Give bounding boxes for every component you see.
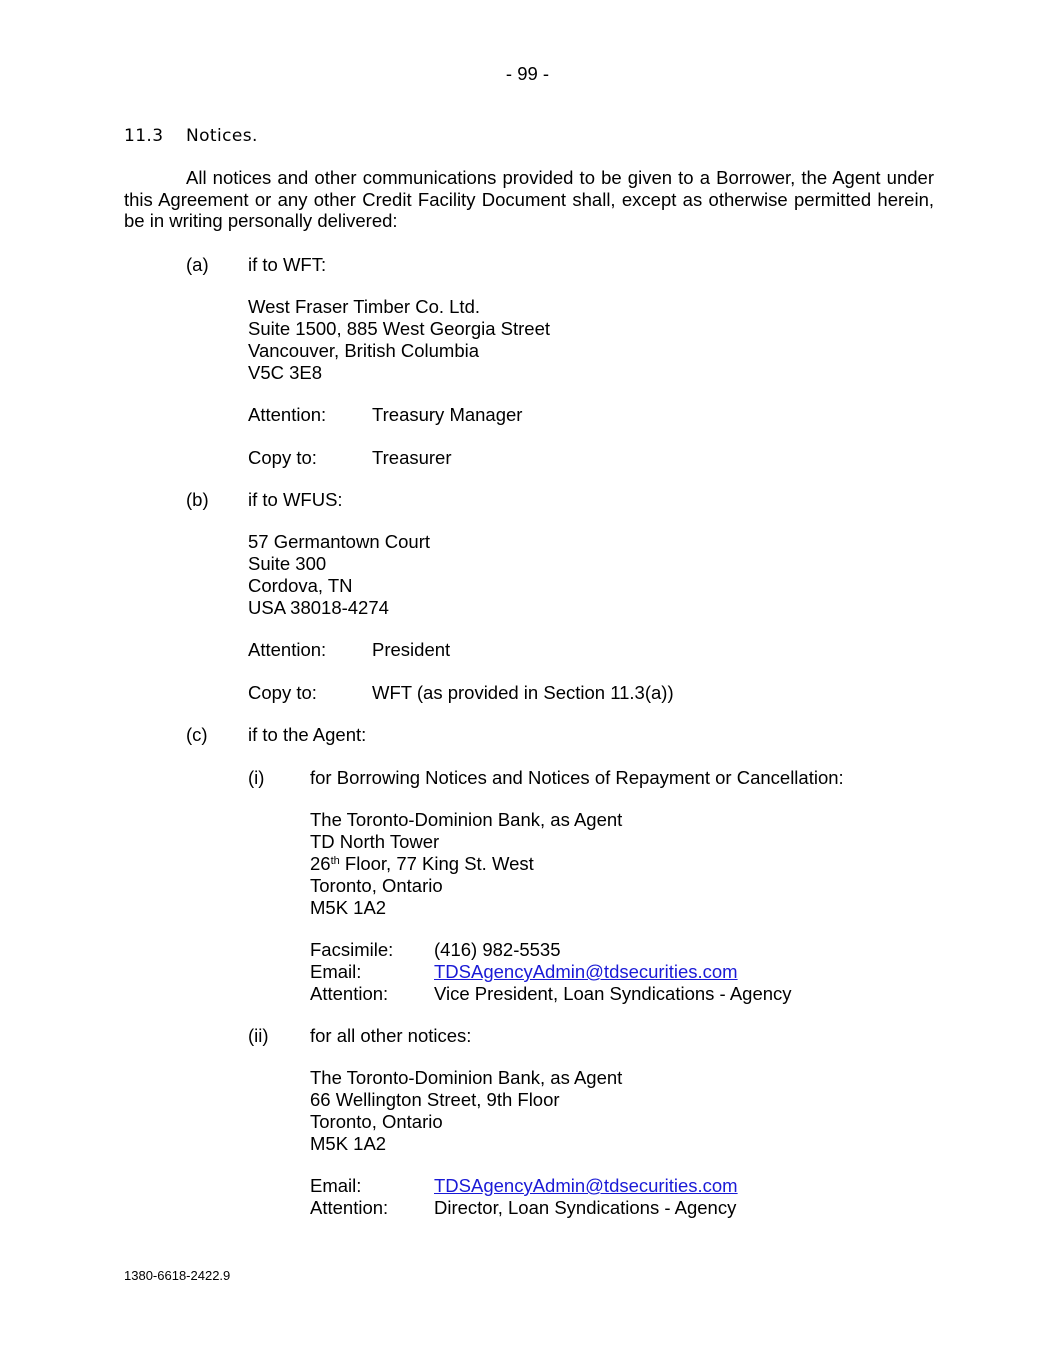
item-a-heading: if to WFT: [248,254,327,275]
item-a-attention-label: Attention: [248,404,327,425]
item-b-address-line: Cordova, TN [248,575,353,596]
item-c-i-address-line: TD North Tower [310,831,440,852]
item-c-i-attention: Vice President, Loan Syndications - Agency [434,983,792,1004]
item-a-address-line: V5C 3E8 [248,362,323,383]
item-b-address-line: USA 38018-4274 [248,597,389,618]
item-a-copy: Treasurer [372,447,452,468]
item-c-i-fax-label: Facsimile: [310,939,394,960]
item-c-ii-email-label: Email: [310,1175,362,1196]
item-c-i-address-line: M5K 1A2 [310,897,387,918]
item-b-copy: WFT (as provided in Section 11.3(a)) [372,682,674,703]
item-c-i-attention-label: Attention: [310,983,389,1004]
item-c-i-fax: (416) 982-5535 [434,939,561,960]
item-c-i-address-line [310,853,534,875]
item-c-ii-address-line: 66 Wellington Street, 9th Floor [310,1089,560,1110]
item-c-i-email-label: Email: [310,961,362,982]
item-c-i-email-link[interactable]: TDSAgencyAdmin@tdsecurities.com [434,961,738,982]
item-b-heading: if to WFUS: [248,489,343,510]
item-c-ii-label: (ii) [248,1025,269,1046]
item-c-ii-heading: for all other notices: [310,1025,472,1046]
item-c-ii-address-line: Toronto, Ontario [310,1111,443,1132]
item-a-address-line: Suite 1500, 885 West Georgia Street [248,318,551,339]
item-a-copy-label: Copy to: [248,447,317,468]
item-a-label: (a) [186,254,209,275]
item-c-ii-attention: Director, Loan Syndications - Agency [434,1197,737,1218]
page-number: - 99 - [505,63,550,84]
item-b-attention-label: Attention: [248,639,327,660]
floor-rest: Floor, 77 King St. West [339,853,534,874]
item-b-attention: President [372,639,451,660]
item-c-ii-address-line: M5K 1A2 [310,1133,387,1154]
section-title: Notices. [186,126,258,146]
item-b-address-line: 57 Germantown Court [248,531,431,552]
item-a-attention: Treasury Manager [372,404,523,425]
item-c-i-heading: for Borrowing Notices and Notices of Repayment or Cancellation: [310,767,844,788]
item-c-ii-attention-label: Attention: [310,1197,389,1218]
item-c-label: (c) [186,724,208,745]
item-b-address-line: Suite 300 [248,553,327,574]
item-b-copy-label: Copy to: [248,682,317,703]
item-a-address-line: Vancouver, British Columbia [248,340,480,361]
section-number: 11.3 [124,126,164,146]
intro-paragraph: All notices and other communications provided to be given to a Borrower, the Agent under this Agreement or any other Credit Facility Document shall, except as otherwise permitted herein, be in writing personally delivered: [124,167,934,232]
item-c-i-address-line: Toronto, Ontario [310,875,443,896]
document-footer-id: 1380-6618-2422.9 [124,1268,231,1283]
item-a-address-line: West Fraser Timber Co. Ltd. [248,296,480,317]
item-c-heading: if to the Agent: [248,724,367,745]
item-c-i-address-line: The Toronto-Dominion Bank, as Agent [310,809,623,830]
item-b-label: (b) [186,489,209,510]
item-c-ii-email-link[interactable]: TDSAgencyAdmin@tdsecurities.com [434,1175,738,1196]
item-c-ii-address-line: The Toronto-Dominion Bank, as Agent [310,1067,623,1088]
floor-suffix: th [330,855,340,867]
floor-number: 26 [310,853,331,874]
item-c-i-label: (i) [248,767,265,788]
